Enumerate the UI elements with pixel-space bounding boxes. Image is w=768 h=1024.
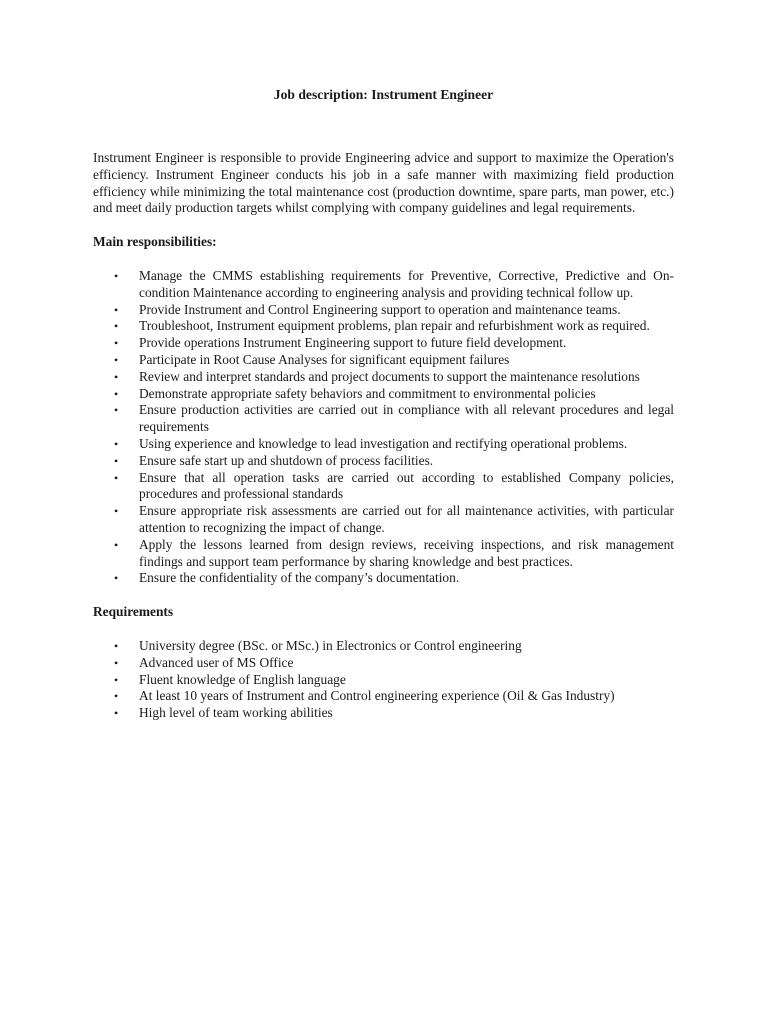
list-item: [93, 352, 674, 369]
list-item: [93, 436, 674, 453]
list-item: [93, 302, 674, 319]
list-item-text: Ensure production activities are carried out in compliance with all relevant procedures and legal requirements: [139, 402, 674, 435]
bullet-icon: •: [114, 571, 119, 586]
bullet-icon: •: [114, 706, 119, 721]
list-item-text: High level of team working abilities: [139, 705, 333, 721]
list-item: [93, 453, 674, 470]
list-item: [93, 268, 674, 302]
list-item-text: Participate in Root Cause Analyses for significant equipment failures: [139, 351, 510, 367]
list-item-text: At least 10 years of Instrument and Control engineering experience (Oil & Gas Industry): [139, 688, 615, 704]
list-item: [93, 402, 674, 436]
list-item: [93, 570, 674, 587]
list-item: [93, 638, 674, 655]
bullet-icon: •: [114, 268, 119, 283]
bullet-icon: •: [114, 302, 119, 317]
list-item-text: Provide Instrument and Control Engineering support to operation and maintenance teams.: [139, 301, 621, 317]
bullet-icon: •: [114, 470, 119, 485]
list-item: [93, 655, 674, 672]
bullet-icon: •: [114, 336, 119, 351]
list-item: [93, 688, 674, 705]
list-item-text: University degree (BSc. or MSc.) in Electronics or Control engineering: [139, 637, 522, 653]
bullet-icon: •: [114, 369, 119, 384]
list-item: [93, 470, 674, 504]
list-item: [93, 503, 674, 537]
list-item: [93, 672, 674, 689]
list-item-text: Manage the CMMS establishing requirements for Preventive, Corrective, Predictive and On-condition Maintenance according to engineering analysis and providing technical follow up.: [139, 267, 674, 300]
list-item-text: Ensure that all operation tasks are carried out according to established Company policies, procedures and professional standards: [139, 469, 674, 502]
bullet-icon: •: [114, 504, 119, 519]
list-item-text: Troubleshoot, Instrument equipment problems, plan repair and refurbishment work as required.: [139, 318, 650, 334]
bullet-icon: •: [114, 453, 119, 468]
responsibilities-heading: Main responsibilities:: [93, 234, 217, 250]
document-page: [93, 87, 674, 722]
bullet-icon: •: [114, 672, 119, 687]
responsibilities-list: [93, 268, 674, 587]
list-item-text: Provide operations Instrument Engineering support to future field development.: [139, 335, 567, 351]
list-item-text: Demonstrate appropriate safety behaviors and commitment to environmental policies: [139, 385, 596, 401]
list-item-text: Ensure safe start up and shutdown of process facilities.: [139, 452, 434, 468]
list-item-text: Review and interpret standards and project documents to support the maintenance resolutions: [139, 368, 640, 384]
list-item: [93, 537, 674, 571]
requirements-heading: Requirements: [93, 604, 174, 620]
list-item-text: Apply the lessons learned from design reviews, receiving inspections, and risk management findings and support team performance by sharing knowledge and best practices.: [139, 536, 674, 569]
list-item: [93, 705, 674, 722]
bullet-icon: •: [114, 386, 119, 401]
bullet-icon: •: [114, 638, 119, 653]
bullet-icon: •: [114, 655, 119, 670]
intro-paragraph: Instrument Engineer is responsible to provide Engineering advice and support to maximize the Operation's efficiency. Instrument Engineer conducts his job in a safe manner with maximizing field production efficiency while minimizing the total maintenance cost (production downtime, spare parts, man power, etc.) and meet daily production targets whilst complying with company guidelines and legal requirements.: [93, 150, 674, 216]
bullet-icon: •: [114, 403, 119, 418]
bullet-icon: •: [114, 689, 119, 704]
list-item: [93, 318, 674, 335]
bullet-icon: •: [114, 319, 119, 334]
list-item-text: Fluent knowledge of English language: [139, 671, 346, 687]
bullet-icon: •: [114, 352, 119, 367]
list-item: [93, 369, 674, 386]
document-title: Job description: Instrument Engineer: [273, 87, 494, 102]
list-item-text: Ensure the confidentiality of the company’s documentation.: [139, 570, 460, 586]
list-item-text: Advanced user of MS Office: [139, 654, 294, 670]
bullet-icon: •: [114, 537, 119, 552]
list-item-text: Using experience and knowledge to lead investigation and rectifying operational problems.: [139, 435, 628, 451]
requirements-list: [93, 638, 674, 722]
list-item: [93, 335, 674, 352]
list-item: [93, 386, 674, 403]
bullet-icon: •: [114, 436, 119, 451]
list-item-text: Ensure appropriate risk assessments are carried out for all maintenance activities, with particular attention to recognizing the impact of change.: [139, 503, 674, 535]
